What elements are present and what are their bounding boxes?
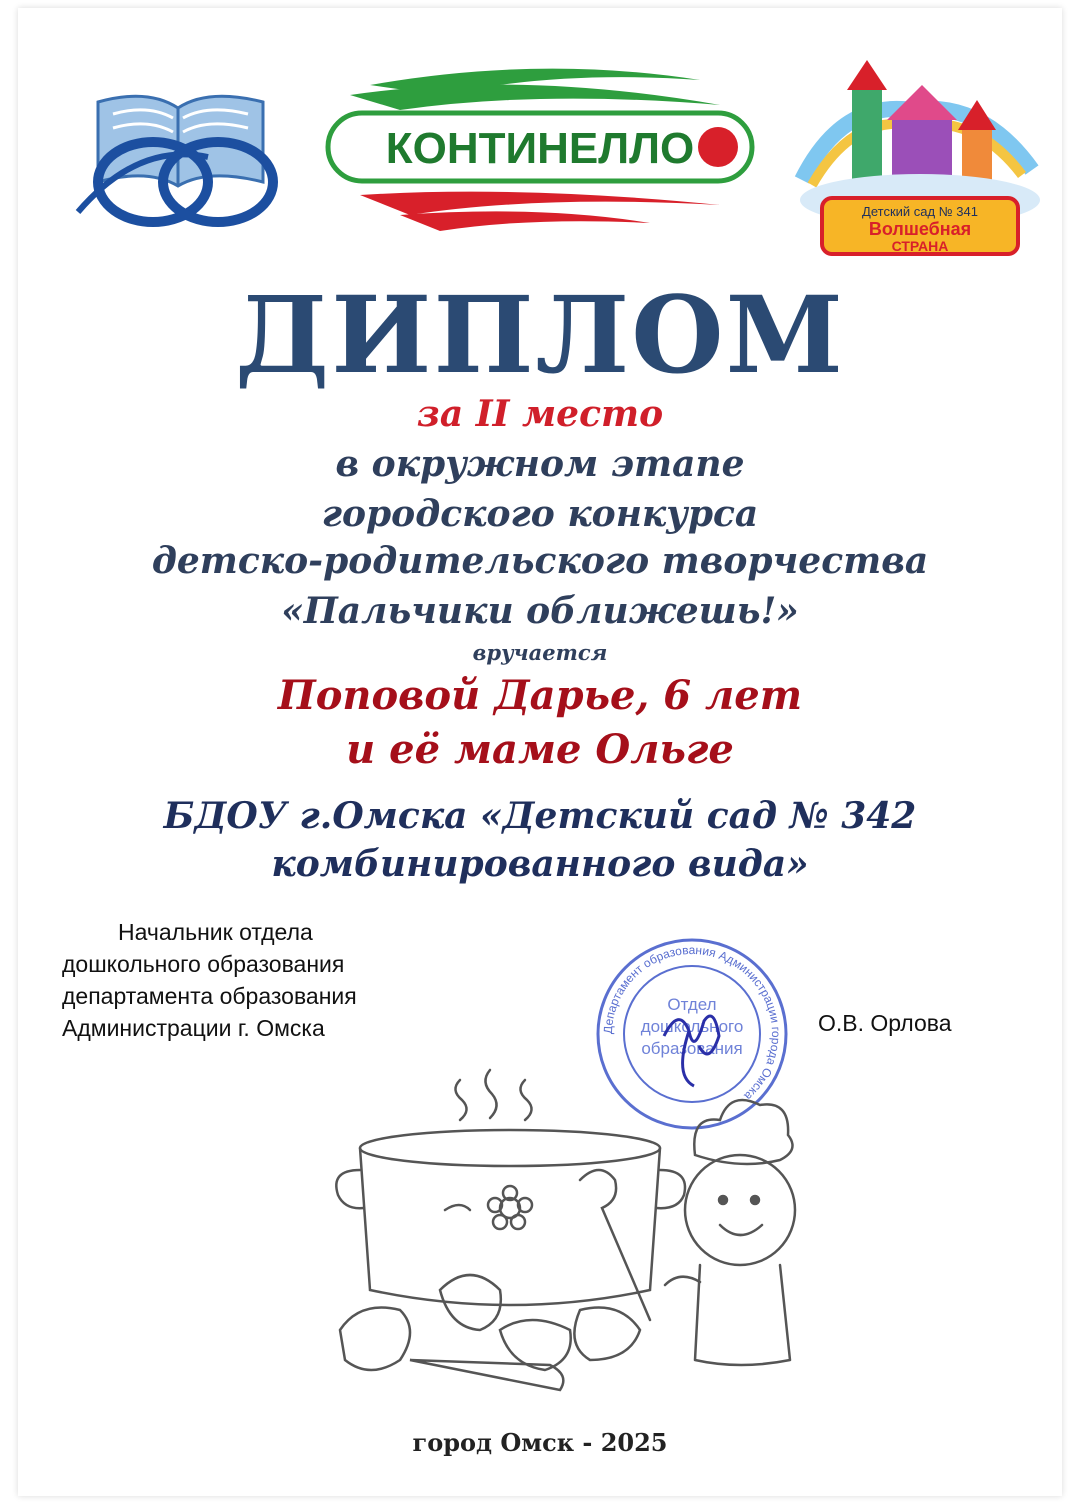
recipient-child: Поповой Дарье, 6 лет — [277, 672, 803, 719]
contest-name: «Пальчики оближешь!» — [281, 590, 799, 632]
position-line: департамента образования — [62, 983, 357, 1009]
kontinello-logo — [320, 65, 760, 235]
signer-position — [62, 916, 357, 1044]
steam-line — [455, 1080, 466, 1120]
place-text: за II место — [416, 393, 664, 435]
position-line: Начальник отдела — [118, 919, 313, 945]
kindergarten-name-1: Волшебная — [868, 219, 972, 239]
kindergarten-logo — [782, 60, 1058, 260]
position-line: дошкольного образования — [62, 951, 345, 977]
contest-level-text: городского конкурса — [321, 493, 759, 535]
steam-line — [485, 1070, 496, 1118]
recipient-parent: и её маме Ольге — [346, 726, 734, 773]
footer-city-year: город Омск - 2025 — [412, 1428, 668, 1457]
position-line: Администрации г. Омска — [62, 1015, 325, 1041]
organization-line-1: БДОУ г.Омска «Детский сад № 342 — [163, 795, 917, 837]
diploma-title: ДИПЛОМ — [235, 272, 845, 397]
kontinello-text: КОНТИНЕЛЛО — [385, 124, 695, 173]
organization-line-2: комбинированного вида» — [271, 843, 809, 885]
contest-type-text: детско-родительского творчества — [151, 540, 929, 582]
signer-name: О.В. Орлова — [818, 1010, 952, 1036]
stamp-center-text: Отдел дошкольного образования — [640, 995, 744, 1058]
stage-text: в окружном этапе — [335, 443, 745, 485]
awarded-text: вручается — [472, 640, 608, 665]
education-logo — [58, 82, 298, 232]
stamp-ring-text: Департамент образования Администрации города Омска — [600, 942, 784, 1104]
cooking-illustration — [300, 1060, 820, 1410]
kindergarten-name-2: СТРАНА — [891, 238, 949, 254]
kindergarten-number: Детский сад № 341 — [862, 204, 978, 219]
